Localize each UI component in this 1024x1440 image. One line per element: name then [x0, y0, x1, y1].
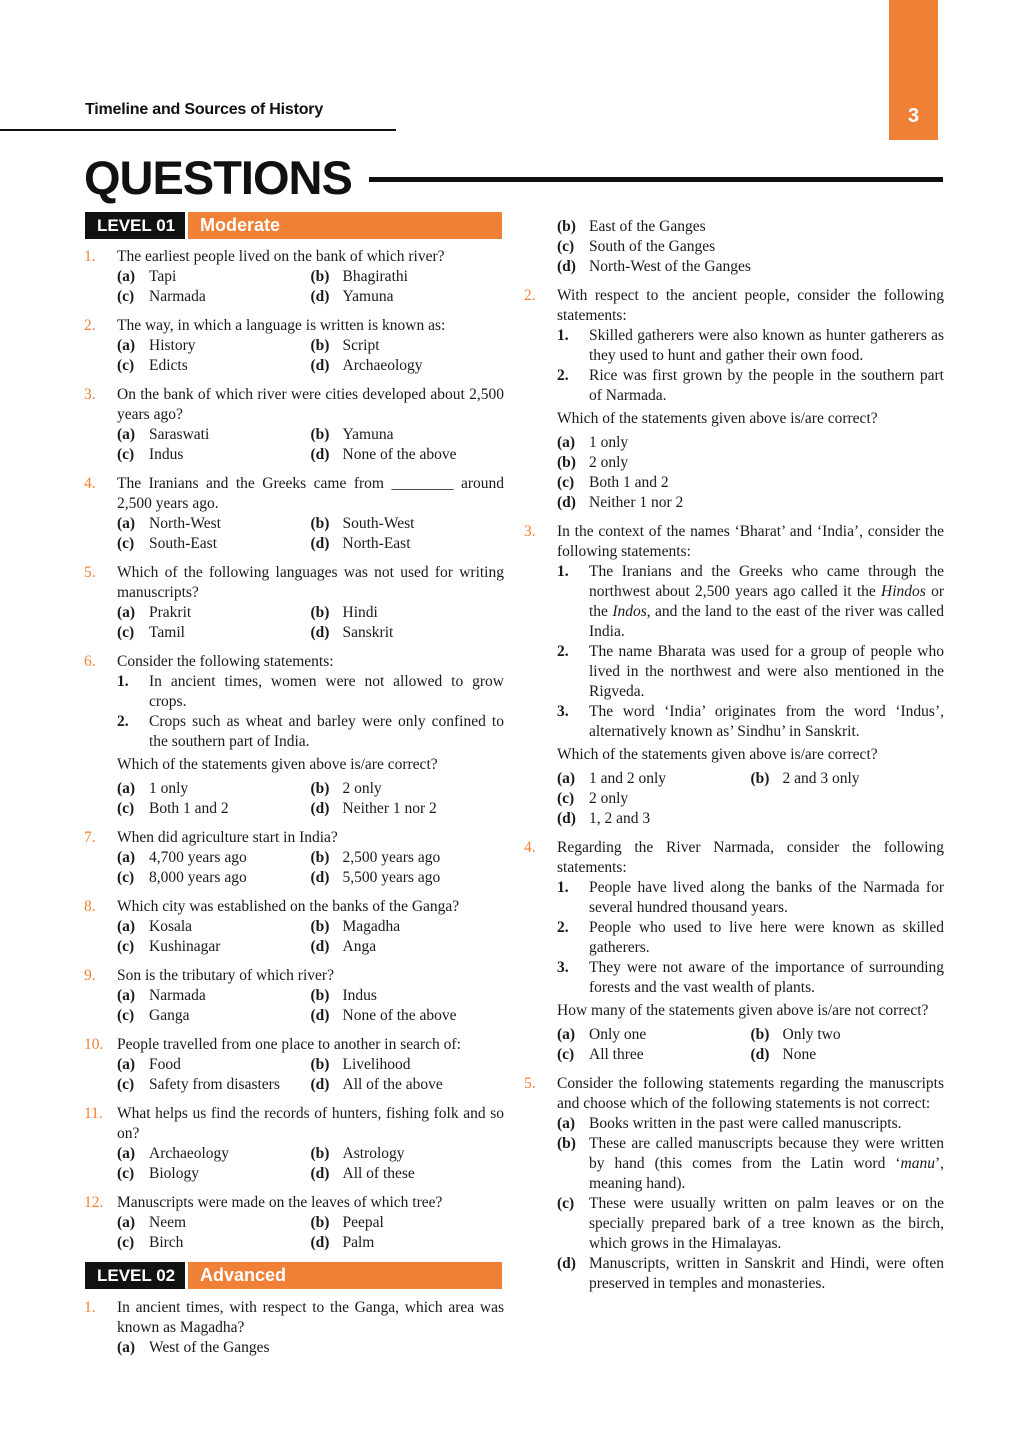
option-text: 1 only: [589, 434, 629, 451]
option-text: Kosala: [149, 918, 193, 935]
question-item: [84, 897, 504, 957]
question-prompt: Which of the statements given above is/are correct?: [557, 746, 878, 763]
option-label: (c): [117, 1076, 135, 1093]
question-text: In ancient times, with respect to the Ganga, which area was known as Magadha?: [117, 1299, 504, 1336]
question-item: [84, 563, 504, 643]
left-column: [84, 247, 504, 1262]
option-text: 8,000 years ago: [149, 869, 247, 886]
option-text: Sanskrit: [342, 624, 394, 641]
option-label: (d): [750, 1046, 770, 1063]
option-text: West of the Ganges: [149, 1339, 270, 1356]
option-label: (a): [117, 918, 136, 935]
statement-text: People have lived along the banks of the Narmada for several hundred thousand years.: [589, 879, 944, 916]
section-title: QUESTIONS: [84, 151, 352, 204]
statement-text: The name Bharata was used for a group of people who lived in the northwest and were also mentioned in the Rigveda.: [589, 643, 944, 700]
advanced-question-4: [524, 838, 944, 1065]
option-text: Indus: [342, 987, 377, 1004]
option-text: Livelihood: [342, 1056, 411, 1073]
option-text: Tapi: [149, 268, 177, 285]
option-text: North-East: [342, 535, 411, 552]
option-text: None of the above: [342, 1007, 457, 1024]
question-number: 12.: [84, 1194, 104, 1211]
option-label: (c): [557, 1046, 575, 1063]
option-text: None of the above: [342, 446, 457, 463]
option-text: 1 and 2 only: [589, 770, 667, 787]
question-number: 4.: [524, 839, 536, 856]
question-text: Manuscripts were made on the leaves of which tree?: [117, 1194, 443, 1211]
statement-number: 3.: [557, 703, 569, 720]
statement-number: 3.: [557, 959, 569, 976]
question-number: 2.: [84, 317, 96, 334]
level-01-bar: [85, 212, 502, 239]
option-text: Yamuna: [342, 288, 394, 305]
statement-text-part: , and the land to the east of the river was called India.: [589, 603, 944, 640]
statement-number: 1.: [557, 563, 569, 580]
option-text: Prakrit: [149, 604, 192, 621]
statement-number: 2.: [557, 643, 569, 660]
question-item: [84, 385, 504, 465]
option-text: Anga: [342, 938, 377, 955]
statement-text: Skilled gatherers were also known as hunter gatherers as they used to hunt and gather their own food.: [589, 327, 944, 364]
option-label: (d): [557, 1255, 576, 1272]
question-text: When did agriculture start in India?: [117, 829, 338, 846]
option-text: All three: [589, 1046, 644, 1063]
option-text: South of the Ganges: [589, 238, 716, 255]
question-prompt: Which of the statements given above is/are correct?: [117, 756, 438, 773]
option-text: Archaeology: [149, 1145, 230, 1162]
option-text: 5,500 years ago: [342, 869, 441, 886]
question-text: The Iranians and the Greeks came from ________ around 2,500 years ago.: [117, 475, 504, 512]
option-text: Yamuna: [342, 426, 394, 443]
option-text: Magadha: [342, 918, 401, 935]
option-text: Edicts: [149, 357, 188, 374]
option-text-part: These are called manuscripts because they were written by hand (this comes from the Latin word ‘: [589, 1135, 944, 1172]
option-label: (d): [557, 494, 576, 511]
option-label: (d): [557, 258, 576, 275]
option-label: (a): [557, 1115, 576, 1132]
question-number: 11.: [84, 1105, 103, 1122]
question-text: In the context of the names ‘Bharat’ and ‘India’, consider the following statements:: [557, 523, 944, 560]
option-text: Neither 1 nor 2: [342, 800, 437, 817]
advanced-question-1-continued: [524, 217, 944, 277]
option-text: Bhagirathi: [342, 268, 408, 285]
option-label: (b): [310, 268, 330, 285]
option-label: (a): [117, 1214, 136, 1231]
question-number: 1.: [84, 248, 96, 265]
question-text: Regarding the River Narmada, consider the following statements:: [557, 839, 944, 876]
advanced-question-3: [524, 522, 944, 829]
option-label: (b): [310, 426, 330, 443]
option-label: (d): [310, 938, 330, 955]
option-label: (a): [117, 1145, 136, 1162]
question-number: 1.: [84, 1299, 96, 1316]
option-text: None: [782, 1046, 817, 1063]
running-header: Timeline and Sources of History: [85, 101, 324, 118]
option-text: 4,700 years ago: [149, 849, 247, 866]
option-label: (a): [557, 770, 576, 787]
statement-text: [589, 562, 944, 642]
option-text: Neither 1 nor 2: [589, 494, 684, 511]
question-prompt: Which of the statements given above is/are correct?: [557, 410, 878, 427]
option-text: Narmada: [149, 987, 206, 1004]
option-text: [589, 1134, 944, 1194]
statement-text: The word ‘India’ originates from the word ‘Indus’, alternatively known as’ Sindhu’ in Sanskrit.: [589, 703, 944, 740]
option-text: Archaeology: [342, 357, 423, 374]
option-label: (a): [117, 780, 136, 797]
question-number: 7.: [84, 829, 96, 846]
question-text: Consider the following statements:: [117, 653, 334, 670]
option-text: Both 1 and 2: [149, 800, 229, 817]
question-number: 4.: [84, 475, 96, 492]
option-text: Script: [342, 337, 380, 354]
question-text: Which of the following languages was not used for writing manuscripts?: [117, 564, 504, 601]
option-text: Ganga: [149, 1007, 190, 1024]
option-text: History: [149, 337, 196, 354]
question-item: [84, 1193, 504, 1253]
option-label: (c): [117, 938, 135, 955]
option-text: All of these: [342, 1165, 415, 1182]
option-label: (b): [310, 337, 330, 354]
question-text: Consider the following statements regarding the manuscripts and choose which of the following statements is not correct:: [557, 1075, 944, 1112]
question-item: [84, 316, 504, 376]
option-text: Narmada: [149, 288, 206, 305]
page-number: 3: [907, 105, 920, 127]
level-02-bar: [85, 1262, 502, 1289]
statement-text: Rice was first grown by the people in the southern part of Narmada.: [589, 367, 944, 404]
advanced-question-5: [524, 1074, 944, 1294]
statement-text: They were not aware of the importance of surrounding forests and the vast wealth of plants.: [589, 959, 944, 996]
question-number: 10.: [84, 1036, 104, 1053]
option-label: (d): [310, 1165, 330, 1182]
option-text: North-West of the Ganges: [589, 258, 751, 275]
option-text: 1 only: [149, 780, 189, 797]
option-text: Peepal: [342, 1214, 384, 1231]
option-label: (a): [117, 337, 136, 354]
option-label: (b): [310, 515, 330, 532]
option-text: Kushinagar: [149, 938, 221, 955]
italic-term: Hindos: [881, 583, 926, 600]
option-text: Palm: [342, 1234, 375, 1251]
option-label: (c): [117, 1165, 135, 1182]
option-label: (a): [117, 604, 136, 621]
statement-number: 1.: [117, 673, 129, 690]
level-01-label: LEVEL 01: [85, 212, 185, 239]
statement-text: In ancient times, women were not allowed to grow crops.: [149, 673, 504, 710]
option-label: (c): [117, 446, 135, 463]
option-label: (c): [557, 474, 575, 491]
option-label: (d): [310, 288, 330, 305]
statement-number: 1.: [557, 327, 569, 344]
option-text: 2 only: [589, 454, 629, 471]
option-label: (c): [117, 288, 135, 305]
level-01-name: Moderate: [188, 212, 502, 239]
option-text: Only two: [782, 1026, 841, 1043]
option-text: Safety from disasters: [149, 1076, 280, 1093]
option-label: (d): [310, 357, 330, 374]
option-label: (b): [310, 1145, 330, 1162]
option-text: South-West: [342, 515, 415, 532]
page-number-tab: [889, 0, 938, 140]
option-label: (c): [117, 1234, 135, 1251]
option-label: (b): [310, 1214, 330, 1231]
option-text: Both 1 and 2: [589, 474, 669, 491]
italic-term: Indos: [612, 603, 647, 620]
question-number: 6.: [84, 653, 96, 670]
question-item: [84, 828, 504, 888]
statement-number: 2.: [557, 919, 569, 936]
question-text: What helps us find the records of hunters, fishing folk and so on?: [117, 1105, 504, 1142]
question-text: Son is the tributary of which river?: [117, 967, 334, 984]
question-text: On the bank of which river were cities developed about 2,500 years ago?: [117, 386, 504, 423]
option-label: (b): [557, 1135, 576, 1152]
option-label: (c): [117, 1007, 135, 1024]
italic-term: manu: [900, 1155, 935, 1172]
question-item: [84, 652, 504, 819]
option-label: (a): [117, 987, 136, 1004]
option-text: Astrology: [342, 1145, 405, 1162]
option-label: (b): [310, 1056, 330, 1073]
level-02-label: LEVEL 02: [85, 1262, 185, 1289]
option-text: Food: [149, 1056, 181, 1073]
option-label: (d): [310, 1234, 330, 1251]
option-label: (c): [117, 624, 135, 641]
option-text: East of the Ganges: [589, 218, 706, 235]
question-text: The way, in which a language is written is known as:: [117, 317, 446, 334]
question-text: The earliest people lived on the bank of which river?: [117, 248, 445, 265]
section-title-rule: [369, 177, 943, 182]
right-column: [524, 217, 944, 1303]
question-item: [84, 474, 504, 554]
statement-text-part: or the: [589, 583, 945, 620]
option-text: Only one: [589, 1026, 647, 1043]
option-text: Neem: [149, 1214, 187, 1231]
option-label: (d): [310, 800, 330, 817]
statement-text-part: The Iranians and the Greeks who came through the northwest about 2,500 years ago called it the: [589, 563, 944, 600]
option-text: Indus: [149, 446, 184, 463]
question-number: 8.: [84, 898, 96, 915]
option-label: (c): [117, 869, 135, 886]
option-label: (b): [310, 849, 330, 866]
statement-number: 2.: [117, 713, 129, 730]
option-text: 2 only: [342, 780, 382, 797]
option-label: (b): [310, 987, 330, 1004]
level-02-name: Advanced: [188, 1262, 502, 1289]
option-label: (c): [557, 1195, 575, 1212]
question-prompt: How many of the statements given above is/are not correct?: [557, 1002, 929, 1019]
option-label: (b): [310, 604, 330, 621]
option-label: (b): [750, 770, 770, 787]
option-label: (d): [310, 624, 330, 641]
option-label: (a): [117, 515, 136, 532]
question-number: 5.: [524, 1075, 536, 1092]
statement-text: Crops such as wheat and barley were only confined to the southern part of India.: [149, 713, 504, 750]
option-label: (d): [310, 446, 330, 463]
option-label: (d): [310, 535, 330, 552]
option-text: Hindi: [342, 604, 378, 621]
question-number: 2.: [524, 287, 536, 304]
option-label: (a): [117, 1339, 136, 1356]
question-text: With respect to the ancient people, consider the following statements:: [557, 287, 944, 324]
statement-text: People who used to live here were known as skilled gatherers.: [589, 919, 944, 956]
statement-number: 2.: [557, 367, 569, 384]
option-label: (c): [557, 238, 575, 255]
option-label: (a): [117, 426, 136, 443]
option-label: (d): [557, 810, 576, 827]
advanced-question-1: [84, 1298, 504, 1358]
option-text: Books written in the past were called manuscripts.: [589, 1115, 902, 1132]
option-text: South-East: [149, 535, 218, 552]
option-text: Saraswati: [149, 426, 210, 443]
option-label: (a): [117, 1056, 136, 1073]
option-text: These were usually written on palm leaves or on the specially prepared bark of a tree known as the birch, which grows in the Himalayas.: [589, 1195, 944, 1252]
option-text: Biology: [149, 1165, 199, 1182]
option-text: North-West: [149, 515, 221, 532]
question-text: People travelled from one place to another in search of:: [117, 1036, 461, 1053]
option-label: (a): [557, 434, 576, 451]
question-item: [84, 1035, 504, 1095]
option-label: (b): [557, 218, 576, 235]
option-text: 2 and 3 only: [782, 770, 860, 787]
option-label: (b): [557, 454, 576, 471]
question-number: 5.: [84, 564, 96, 581]
option-label: (c): [117, 800, 135, 817]
option-label: (c): [557, 790, 575, 807]
option-text: 2,500 years ago: [342, 849, 441, 866]
header-rule: [0, 129, 396, 131]
option-label: (c): [117, 535, 135, 552]
option-label: (d): [310, 1076, 330, 1093]
option-label: (b): [750, 1026, 770, 1043]
option-label: (d): [310, 1007, 330, 1024]
option-label: (c): [117, 357, 135, 374]
option-label: (b): [310, 780, 330, 797]
question-item: [84, 1104, 504, 1184]
option-label: (a): [117, 268, 136, 285]
advanced-question-2: [524, 286, 944, 513]
option-label: (a): [117, 849, 136, 866]
question-number: 3.: [84, 386, 96, 403]
option-text: Birch: [149, 1234, 184, 1251]
question-number: 9.: [84, 967, 96, 984]
question-number: 3.: [524, 523, 536, 540]
option-text: Tamil: [149, 624, 185, 641]
option-label: (b): [310, 918, 330, 935]
question-item: [84, 966, 504, 1026]
option-text: Manuscripts, written in Sanskrit and Hindi, were often preserved in temples and monasteries.: [589, 1255, 944, 1292]
question-text: Which city was established on the banks of the Ganga?: [117, 898, 460, 915]
option-text: 1, 2 and 3: [589, 810, 651, 827]
option-text-part: ’, meaning hand).: [589, 1155, 944, 1192]
option-text: 2 only: [589, 790, 629, 807]
option-text: All of the above: [342, 1076, 443, 1093]
statement-number: 1.: [557, 879, 569, 896]
option-label: (a): [557, 1026, 576, 1043]
option-label: (d): [310, 869, 330, 886]
question-item: [84, 247, 504, 307]
